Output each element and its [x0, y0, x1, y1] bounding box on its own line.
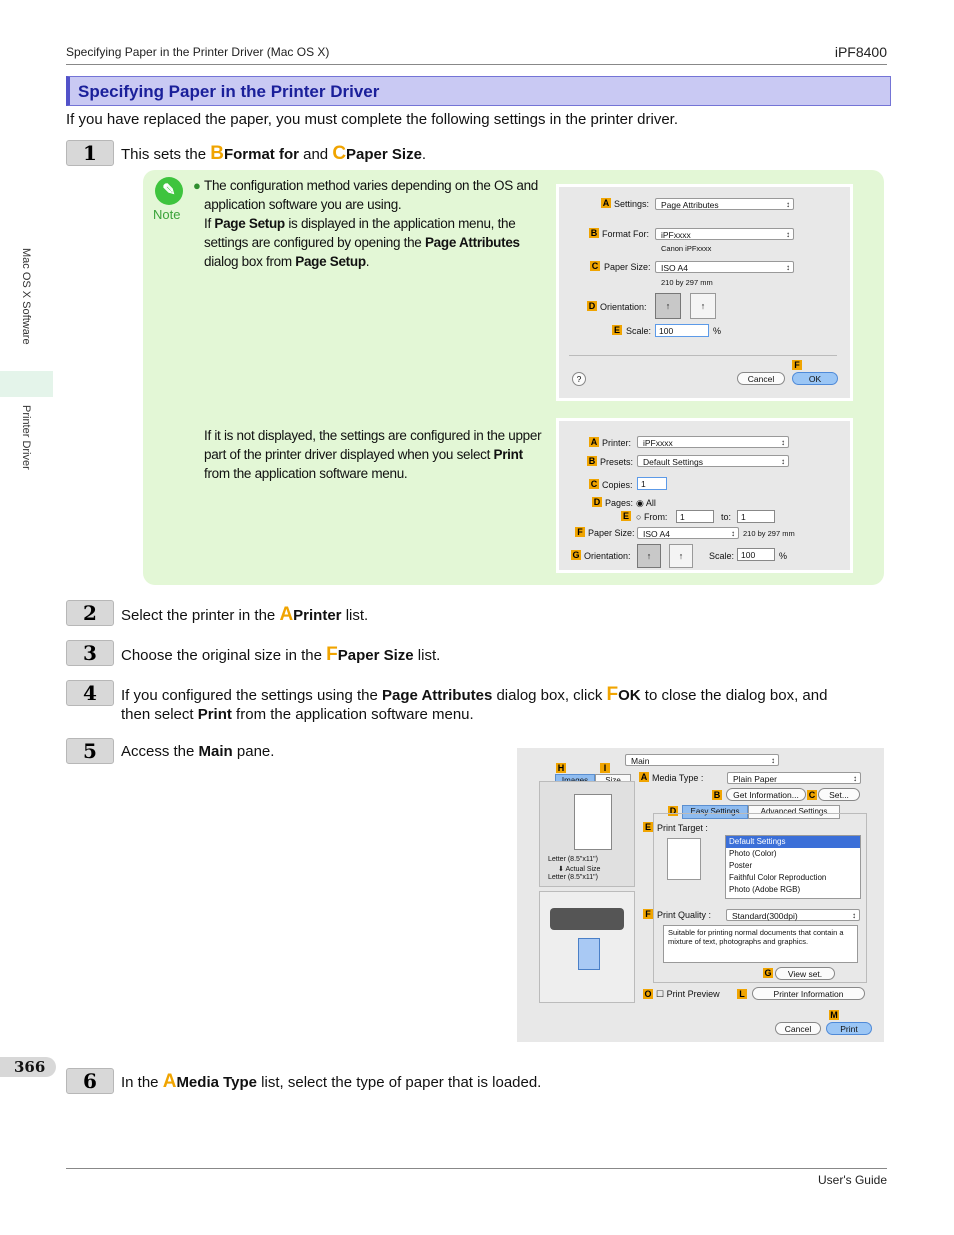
tag-d: D	[669, 806, 677, 816]
scale-label: Scale:	[709, 551, 735, 561]
tag-b: B	[588, 456, 596, 466]
format-for-label: Format For:	[602, 229, 650, 239]
radio-from[interactable]: ○ From:	[636, 512, 668, 522]
tag-c: C	[590, 479, 598, 489]
step-number-6: 6	[66, 1068, 114, 1094]
quality-description: Suitable for printing normal documents that contain a mixture of text, photographs and graphics.	[663, 925, 858, 963]
portrait-icon[interactable]: ↑	[637, 544, 661, 568]
printer-label: Printer:	[602, 438, 632, 448]
help-button[interactable]: ?	[572, 372, 586, 386]
scale-input[interactable]: 100	[655, 324, 709, 337]
settings-select[interactable]: Page Attributes ↕	[655, 198, 794, 210]
step-5-text	[121, 742, 274, 761]
t: list, select the type of paper that is loaded.	[257, 1074, 542, 1091]
to-input[interactable]: 1	[737, 510, 775, 523]
print-quality-label: Print Quality :	[657, 910, 712, 920]
paper-size-label: Paper Size:	[604, 262, 651, 272]
list-item[interactable]: Poster	[729, 861, 753, 870]
tab-easy-settings[interactable]: Easy Settings	[682, 805, 748, 819]
note-paragraph-2	[204, 426, 549, 483]
t: then select	[121, 706, 198, 723]
cancel-button[interactable]: Cancel	[775, 1022, 821, 1035]
paper-size-sub: 210 by 297 mm	[661, 278, 713, 287]
t: is displayed in the application menu, the settings are configured by opening the	[204, 216, 516, 250]
term-media-type: Media Type	[176, 1074, 258, 1091]
media-type-label: Media Type :	[652, 773, 704, 783]
t: list.	[341, 607, 369, 624]
side-tab-highlight	[0, 371, 53, 397]
format-for-select[interactable]: iPFxxxx ↕	[655, 228, 794, 240]
t: list.	[413, 647, 441, 664]
cancel-button[interactable]: Cancel	[737, 372, 785, 385]
term-main: Main	[198, 743, 233, 760]
tag-i: I	[600, 763, 610, 773]
copies-input[interactable]: 1	[637, 477, 667, 490]
pencil-icon: ✎	[155, 177, 183, 205]
term-paper-size: Paper Size	[346, 146, 422, 163]
orientation-label: Orientation:	[584, 551, 631, 561]
letter-a: A	[279, 604, 294, 625]
term-format-for: Format for	[223, 146, 299, 163]
step-4-line-1	[121, 685, 827, 705]
size-actual	[558, 865, 600, 873]
letter-f: F	[326, 644, 338, 665]
paper-size-sub: 210 by 297 mm	[743, 529, 795, 538]
tag-f: F	[792, 360, 802, 370]
arrow-down-icon: ⬇	[558, 866, 566, 873]
t: pane.	[232, 743, 275, 760]
section-title-bar	[66, 76, 891, 106]
printer-select[interactable]: iPFxxxx ↕	[637, 436, 789, 448]
paper-size-select[interactable]: ISO A4 ↕	[655, 261, 794, 273]
term-page-attributes: Page Attributes	[382, 687, 493, 704]
term-page-setup: Page Setup	[295, 254, 366, 269]
scale-unit: %	[779, 551, 788, 561]
letter-a: A	[162, 1071, 177, 1092]
footer-text: User's Guide	[818, 1173, 887, 1187]
scale-unit: %	[713, 326, 722, 336]
model-name: iPF8400	[834, 44, 887, 60]
running-header: Specifying Paper in the Printer Driver (Mac OS X)	[66, 45, 330, 59]
size-original: Letter (8.5"x11")	[548, 856, 598, 863]
view-set-button[interactable]: View set.	[775, 967, 835, 980]
list-item[interactable]: Photo (Adobe RGB)	[729, 885, 801, 894]
size-output: Letter (8.5"x11")	[548, 874, 598, 881]
tag-e: E	[644, 822, 651, 832]
step-6-text	[121, 1072, 541, 1092]
note-p1: The configuration method varies depending on the OS and application software you are using.	[204, 178, 538, 212]
tag-d: D	[593, 497, 601, 507]
tag-c: C	[808, 790, 816, 800]
tag-m: M	[830, 1010, 838, 1020]
header-rule	[66, 64, 887, 65]
get-information-button[interactable]: Get Information...	[726, 788, 806, 801]
page-number: 366	[0, 1057, 56, 1077]
printer-information-button[interactable]: Printer Information	[752, 987, 865, 1000]
page-preview-icon	[574, 794, 612, 850]
note-p2	[204, 214, 549, 271]
paper-size-label: Paper Size:	[588, 528, 635, 538]
from-label: From:	[643, 512, 668, 522]
tag-e: E	[622, 511, 629, 521]
text: and	[298, 146, 333, 163]
tag-g: G	[572, 550, 580, 560]
step-1-text	[121, 144, 426, 164]
tag-a: A	[590, 437, 598, 447]
print-dialog-screenshot	[556, 418, 853, 573]
term-ok: OK	[618, 687, 641, 704]
presets-label: Presets:	[600, 457, 634, 467]
tag-l: L	[737, 989, 747, 999]
paper-icon	[578, 938, 600, 970]
t: from the application software menu.	[231, 706, 474, 723]
step-2-text	[121, 605, 368, 625]
tag-g: G	[764, 968, 772, 978]
landscape-icon[interactable]: ↑	[669, 544, 693, 568]
step-number-3: 3	[66, 640, 114, 666]
tag-b: B	[713, 790, 721, 800]
radio-all[interactable]: ◉ All	[636, 498, 656, 508]
step-number-2: 2	[66, 600, 114, 626]
t: Select the printer in the	[121, 607, 280, 624]
portrait-icon[interactable]: ↑	[655, 293, 681, 319]
t: Choose the original size in the	[121, 647, 327, 664]
target-thumbnail	[667, 838, 701, 880]
print-preview-label: Print Preview	[666, 989, 720, 999]
settings-label: Settings:	[614, 199, 650, 209]
main-pane-screenshot	[517, 748, 884, 1042]
page-attributes-screenshot	[556, 184, 853, 401]
list-item[interactable]: Photo (Color)	[729, 849, 777, 858]
tag-d: D	[588, 301, 596, 311]
note-paragraph-1	[204, 176, 549, 271]
tag-f: F	[643, 909, 653, 919]
step-3-text	[121, 645, 440, 665]
t: Access the	[121, 743, 199, 760]
t: If it is not displayed, the settings are configured in the upper part of the printer driver displayed when you select	[204, 428, 542, 462]
to-label: to:	[721, 512, 732, 522]
term-paper-size: Paper Size	[337, 647, 414, 664]
tag-a: A	[602, 198, 610, 208]
tag-h: H	[557, 763, 565, 773]
t: to close the dialog box, and	[640, 687, 828, 704]
side-tab-printer-driver: Printer Driver	[20, 405, 32, 470]
scale-input[interactable]: 100	[737, 548, 775, 561]
section-title: Specifying Paper in the Printer Driver	[78, 82, 380, 101]
t: from the application software menu.	[204, 466, 408, 481]
t: In the	[121, 1074, 163, 1091]
step-number-4: 4	[66, 680, 114, 706]
bullet-icon: ●	[193, 178, 201, 193]
step-number-1: 1	[66, 140, 114, 166]
divider	[569, 355, 837, 356]
pages-label: Pages:	[605, 498, 634, 508]
print-target-label: Print Target :	[657, 823, 708, 833]
print-button[interactable]: Print	[826, 1022, 872, 1035]
tab-advanced-settings[interactable]: Advanced Settings	[748, 805, 840, 819]
paper-size-select[interactable]: ISO A4 ↕	[637, 527, 739, 539]
t: If you configured the settings using the	[121, 687, 382, 704]
landscape-icon[interactable]: ↑	[690, 293, 716, 319]
step-4-text	[121, 685, 827, 724]
ok-button[interactable]: OK	[792, 372, 838, 385]
term-print: Print	[493, 447, 523, 462]
text: .	[421, 146, 427, 163]
t: dialog box from	[204, 254, 296, 269]
tag-c: C	[591, 261, 599, 271]
intro-text: If you have replaced the paper, you must complete the following settings in the printer driver.	[66, 111, 679, 128]
letter-f: F	[606, 684, 619, 705]
tag-f: F	[575, 527, 585, 537]
tag-b: B	[590, 228, 598, 238]
scale-label: Scale:	[626, 326, 652, 336]
presets-select[interactable]: Default Settings ↕	[637, 455, 789, 467]
term-page-attributes: Page Attributes	[424, 235, 520, 250]
list-item[interactable]: Default Settings	[726, 836, 860, 848]
size-actual-label: Actual Size	[565, 866, 601, 873]
print-target-list[interactable]	[725, 835, 861, 899]
t: If	[204, 216, 215, 231]
orientation-label: Orientation:	[600, 302, 647, 312]
copies-label: Copies:	[602, 480, 633, 490]
step-number-5: 5	[66, 738, 114, 764]
printer-image	[539, 891, 635, 1003]
tag-o: O	[644, 989, 652, 999]
term-print: Print	[197, 706, 232, 723]
letter-b: B	[210, 143, 224, 164]
pane-select[interactable]: Main ↕	[625, 754, 779, 766]
tag-a: A	[640, 772, 648, 782]
set-button[interactable]: Set...	[818, 788, 860, 801]
from-input[interactable]: 1	[676, 510, 714, 523]
t: dialog box, click	[492, 687, 607, 704]
t: .	[365, 254, 370, 269]
side-tab-mac-os-x-software: Mac OS X Software	[20, 248, 32, 345]
step-4-line-2	[121, 705, 827, 724]
all-label: All	[645, 498, 656, 508]
printer-body-icon	[550, 908, 624, 930]
text: This sets the	[121, 146, 211, 163]
term-printer: Printer	[293, 607, 342, 624]
list-item[interactable]: Faithful Color Reproduction	[729, 873, 827, 882]
footer-rule	[66, 1168, 887, 1169]
note-label: Note	[153, 207, 181, 222]
media-type-select[interactable]: Plain Paper ↕	[727, 772, 861, 784]
print-preview-checkbox[interactable]: ☐ Print Preview	[656, 989, 720, 999]
tag-e: E	[613, 325, 620, 335]
print-quality-select[interactable]: Standard(300dpi) ↕	[726, 909, 860, 921]
preview-panel	[539, 781, 635, 887]
term-page-setup: Page Setup	[214, 216, 285, 231]
letter-c: C	[332, 143, 347, 164]
format-for-sub: Canon iPFxxxx	[661, 244, 712, 253]
